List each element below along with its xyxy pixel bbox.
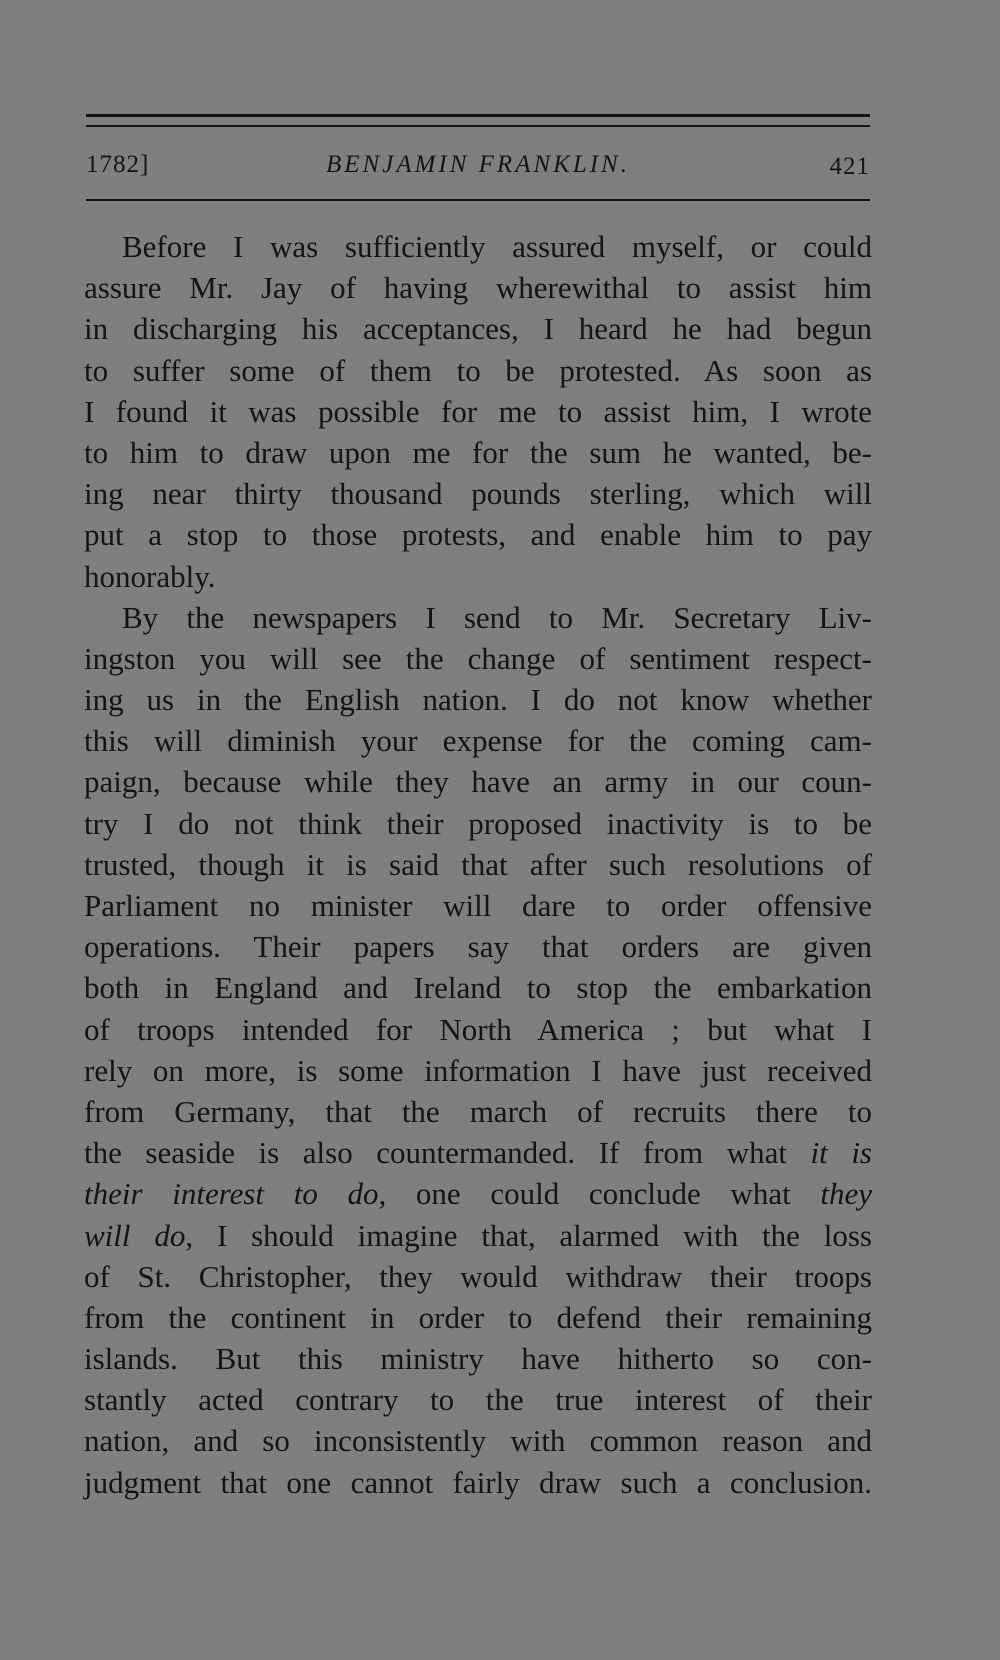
text-line: from Germany, that the march of recruits there to xyxy=(84,1093,872,1129)
body-text xyxy=(84,226,872,1503)
text-line: trusted, though it is said that after such resolutions of xyxy=(84,846,872,882)
top-double-rule-upper xyxy=(86,114,870,117)
text-line: ingston you will see the change of sentiment respect- xyxy=(84,640,872,676)
text-line: stantly acted contrary to the true interest of their xyxy=(84,1382,872,1418)
header-title: BENJAMIN FRANKLIN. xyxy=(326,151,630,178)
text-line: judgment that one cannot fairly draw such a conclusion. xyxy=(84,1464,872,1500)
page-number: 421 xyxy=(829,153,870,180)
text-line: ing near thirty thousand pounds sterling, which will xyxy=(84,476,872,512)
text-segment: I should imagine that, alarmed with the loss xyxy=(193,1217,872,1253)
paragraph xyxy=(84,226,872,597)
text-line: Before I was sufficiently assured myself, or could xyxy=(122,229,872,264)
italic-text: their interest to do, xyxy=(84,1176,387,1212)
text-line: ing us in the English nation. I do not know whether xyxy=(84,682,872,718)
text-line: By the newspapers I send to Mr. Secretary Liv- xyxy=(122,599,872,635)
text-line xyxy=(84,1215,872,1256)
text-line: in discharging his acceptances, I heard he had begun xyxy=(84,311,872,347)
header-bottom-rule xyxy=(86,199,870,201)
text-line xyxy=(84,1132,872,1173)
running-head xyxy=(86,148,870,182)
text-line: to suffer some of them to be protested. As soon as xyxy=(84,352,872,388)
text-line: Parliament no minister will dare to order offensive xyxy=(84,888,872,923)
text-line: from the continent in order to defend their remaining xyxy=(84,1299,872,1335)
text-line: both in England and Ireland to stop the embarkation xyxy=(84,970,872,1006)
text-line: to him to draw upon me for the sum he wanted, be- xyxy=(84,434,872,470)
paragraph xyxy=(84,597,872,1503)
header-year: 1782] xyxy=(86,151,150,178)
italic-text: they xyxy=(820,1176,873,1212)
text-line: rely on more, is some information I have just received xyxy=(84,1052,872,1088)
text-line: I found it was possible for me to assist him, I wrote xyxy=(84,393,872,429)
text-line: this will diminish your expense for the coming cam- xyxy=(84,723,872,759)
top-double-rule-lower xyxy=(86,125,870,127)
italic-text: will do, xyxy=(84,1217,194,1253)
text-line: put a stop to those protests, and enable him to pay xyxy=(84,517,872,553)
text-line: of St. Christopher, they would withdraw their troops xyxy=(84,1258,872,1294)
text-line: operations. Their papers say that orders are given xyxy=(84,929,872,965)
text-line: of troops intended for North America ; but what I xyxy=(84,1011,872,1047)
text-line: honorably. xyxy=(84,558,216,594)
text-segment: the seaside is also countermanded. If from what xyxy=(84,1135,811,1171)
italic-text: it is xyxy=(810,1135,872,1171)
text-line: islands. But this ministry have hitherto so con- xyxy=(84,1341,872,1377)
text-line: assure Mr. Jay of having wherewithal to assist him xyxy=(84,270,872,306)
text-line xyxy=(84,1173,872,1214)
text-line: paign, because while they have an army in our coun- xyxy=(84,764,872,800)
text-segment: one could conclude what xyxy=(386,1176,821,1212)
text-line: nation, and so inconsistently with common reason and xyxy=(84,1423,872,1459)
text-line: try I do not think their proposed inactivity is to be xyxy=(84,805,872,841)
